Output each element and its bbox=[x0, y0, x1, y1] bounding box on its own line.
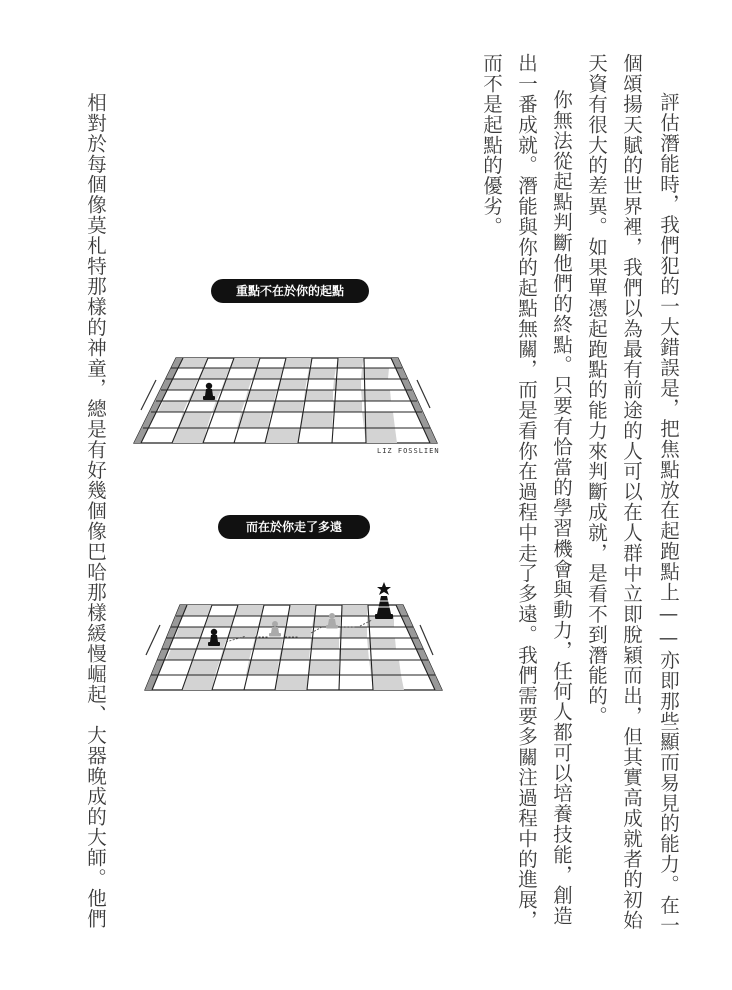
chessboard-icon bbox=[128, 275, 448, 705]
text-column-3: 天資有很大的差異。如果單憑起跑點的能力來判斷成就，是看不到潛能的。 bbox=[585, 53, 608, 727]
text-column-4: 你無法從起點判斷他們的終點。只要有恰當的學習機會與動力，任何人都可以培養技能，創造 bbox=[550, 69, 573, 926]
queen-icon bbox=[375, 582, 393, 619]
text-column-2: 個頌揚天賦的世界裡，我們以為最有前途的人可以在人群中立即脫穎而出，但其實高成就者的初始 bbox=[620, 53, 643, 931]
board-progress bbox=[145, 582, 442, 690]
panel1-caption: 重點不在於你的起點 bbox=[211, 279, 369, 303]
chessboard-illustration bbox=[128, 275, 448, 705]
text-column-5: 出一番成就。潛能與你的起點無關，而是看你在過程中走了多遠。我們需要多關注過程中的進展， bbox=[515, 53, 538, 931]
text-column-left: 相對於每個像莫札特那樣的神童，總是有好幾個像巴哈那樣緩慢崛起、大器晚成的大師。他們 bbox=[84, 72, 107, 929]
board-start bbox=[134, 358, 437, 443]
illustrator-credit: LIZ FOSSLIEN bbox=[377, 447, 440, 455]
text-column-6: 而不是起點的優劣。 bbox=[480, 53, 503, 237]
panel2-caption: 而在於你走了多遠 bbox=[218, 515, 370, 539]
text-column-1: 評估潛能時，我們犯的一大錯誤是，把焦點放在起跑點上——亦即那些顯而易見的能力。在一 bbox=[657, 92, 680, 936]
